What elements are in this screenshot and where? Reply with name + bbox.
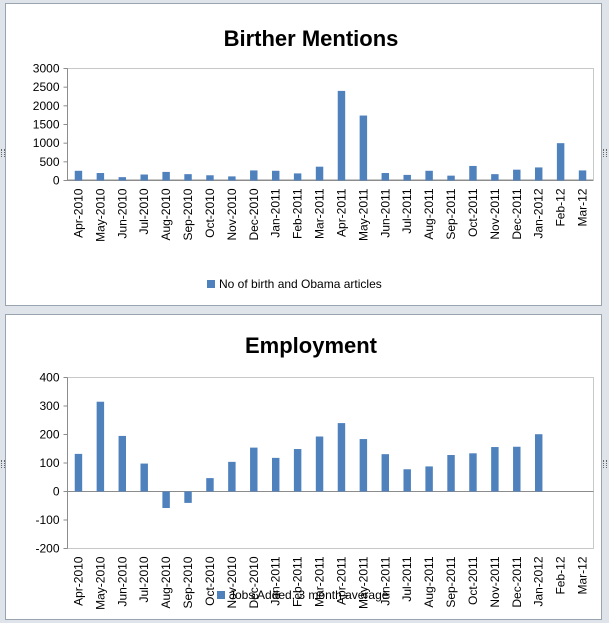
y-tick-label: 400: [39, 370, 60, 385]
bar: [75, 454, 82, 492]
bar: [294, 173, 301, 180]
bar: [535, 167, 542, 180]
x-tick-label: Dec-2011: [509, 188, 524, 240]
bar: [228, 462, 235, 492]
x-tick-label: Jun-2010: [115, 556, 130, 607]
x-tick-label: May-2010: [93, 188, 108, 242]
x-tick-label: Aug-2011: [422, 188, 437, 240]
y-tick-label: 100: [39, 456, 60, 470]
x-tick-label: Sep-2010: [181, 188, 196, 241]
bar: [162, 492, 169, 509]
y-tick-label: 3000: [32, 61, 60, 76]
bar: [272, 171, 279, 181]
y-tick-label: 2000: [32, 98, 60, 113]
x-tick-label: Apr-2010: [71, 556, 86, 606]
bar: [250, 170, 257, 180]
y-tick-label: 200: [39, 427, 60, 442]
x-tick-label: Jan-2011: [268, 556, 283, 606]
bar: [447, 455, 454, 491]
legend-label: No of birth and Obama articles: [219, 277, 382, 291]
legend-swatch: [217, 591, 225, 599]
x-tick-label: Jan-2012: [531, 556, 546, 607]
y-tick-label: 300: [39, 399, 60, 413]
bar: [425, 171, 432, 181]
bar: [316, 167, 323, 181]
x-tick-label: Jul-2011: [400, 556, 415, 602]
bar: [338, 423, 345, 491]
bar: [250, 448, 257, 492]
bar: [491, 174, 498, 180]
resize-handle[interactable]: [1, 149, 5, 157]
x-tick-label: Jul-2010: [137, 556, 152, 603]
birther-chart: [6, 4, 601, 305]
x-tick-label: Dec-2010: [246, 188, 261, 241]
y-tick-label: 0: [52, 484, 60, 499]
x-tick-label: Apr-2011: [334, 556, 349, 605]
bar: [206, 175, 213, 180]
employment-chart-panel: [5, 314, 602, 620]
bar: [162, 172, 169, 181]
legend-swatch: [207, 280, 215, 288]
bar: [469, 453, 476, 491]
x-tick-label: Mar-12: [575, 556, 590, 595]
bar: [447, 176, 454, 181]
x-tick-label: Mar-2011: [312, 556, 327, 607]
resize-handle[interactable]: [603, 460, 607, 468]
x-tick-label: Sep-2010: [181, 556, 196, 609]
bar: [360, 439, 367, 491]
x-tick-label: Nov-2010: [224, 556, 239, 609]
bar: [206, 478, 213, 491]
bar: [294, 449, 301, 491]
bar: [491, 447, 498, 491]
bar: [119, 436, 126, 492]
bar: [382, 454, 389, 491]
birther-chart-panel: [5, 3, 602, 306]
x-tick-label: Jan-2012: [531, 188, 546, 239]
resize-handle[interactable]: [603, 149, 607, 157]
bar: [535, 434, 542, 491]
bar: [469, 166, 476, 181]
bar: [513, 170, 520, 181]
x-tick-label: May-2011: [356, 556, 371, 609]
bar: [382, 173, 389, 180]
x-tick-label: Dec-2011: [509, 556, 524, 608]
chart-title: Employment: [244, 333, 378, 358]
chart-title: Birther Mentions: [223, 26, 399, 51]
x-tick-label: Mar-2011: [312, 188, 327, 239]
x-tick-label: May-2011: [356, 188, 371, 241]
bar: [316, 436, 323, 491]
x-tick-label: Jul-2010: [137, 188, 152, 235]
bar: [184, 174, 191, 180]
bar: [75, 171, 82, 181]
x-tick-label: Jun-2010: [115, 188, 130, 239]
x-tick-label: Feb-2011: [290, 556, 305, 607]
x-tick-label: Feb-12: [553, 556, 568, 595]
bar: [97, 402, 104, 492]
bar: [228, 176, 235, 180]
x-tick-label: Jun-2011: [378, 188, 393, 238]
x-tick-label: Apr-2011: [334, 188, 349, 237]
x-tick-label: Oct-2010: [202, 188, 217, 238]
y-tick-label: 1000: [32, 136, 60, 151]
bar: [579, 170, 586, 180]
y-tick-label: -100: [35, 513, 60, 527]
bar: [338, 91, 345, 181]
bar: [403, 175, 410, 181]
resize-handle[interactable]: [1, 460, 5, 468]
bar: [140, 175, 147, 181]
x-tick-label: Jul-2011: [400, 188, 415, 234]
plot-area: [68, 69, 594, 180]
x-tick-label: Nov-2011: [487, 188, 502, 240]
bar: [184, 492, 191, 503]
bar: [272, 458, 279, 492]
x-tick-label: Nov-2011: [487, 556, 502, 608]
x-tick-label: Oct-2010: [202, 556, 217, 606]
legend-label: Jobs Added, 3 month average: [229, 588, 389, 602]
x-tick-label: Jun-2011: [378, 556, 393, 606]
x-tick-label: Feb-2011: [290, 188, 305, 239]
bar: [119, 177, 126, 180]
x-tick-label: Nov-2010: [224, 188, 239, 241]
bar: [140, 464, 147, 492]
y-tick-label: 2500: [32, 80, 60, 95]
x-tick-label: Oct-2011: [465, 188, 480, 237]
x-tick-label: Sep-2011: [444, 188, 459, 240]
y-tick-label: 0: [52, 173, 60, 188]
x-tick-label: Aug-2010: [159, 188, 174, 241]
y-tick-label: 500: [39, 154, 60, 169]
bar: [403, 469, 410, 491]
x-tick-label: Feb-12: [553, 188, 568, 227]
x-tick-label: Jan-2011: [268, 188, 283, 238]
x-tick-label: Mar-12: [575, 188, 590, 227]
bar: [425, 466, 432, 491]
x-tick-label: Sep-2011: [444, 556, 459, 608]
x-tick-label: Dec-2010: [246, 556, 261, 609]
bar: [557, 143, 564, 180]
employment-chart: [6, 315, 601, 619]
bar: [360, 116, 367, 181]
y-tick-label: -200: [35, 541, 60, 556]
y-tick-label: 1500: [32, 117, 60, 132]
x-tick-label: Aug-2011: [422, 556, 437, 608]
x-tick-label: Apr-2010: [71, 188, 86, 238]
x-tick-label: May-2010: [93, 556, 108, 610]
x-tick-label: Oct-2011: [465, 556, 480, 605]
bar: [513, 447, 520, 492]
x-tick-label: Aug-2010: [159, 556, 174, 609]
bar: [97, 173, 104, 180]
